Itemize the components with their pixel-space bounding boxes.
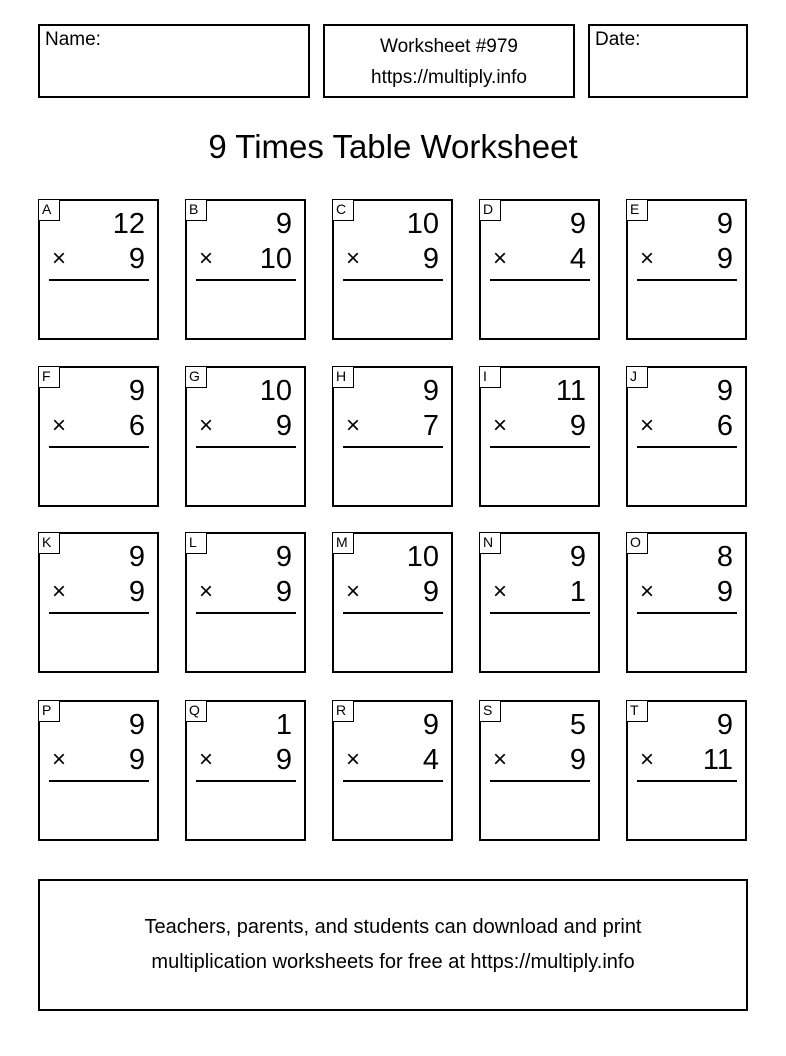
multiplicand: 10 <box>406 208 439 240</box>
problem-letter: T <box>626 700 648 722</box>
answer-line <box>490 780 590 782</box>
problem-card[interactable] <box>38 199 159 340</box>
multiplicand: 9 <box>128 541 145 573</box>
times-sign: × <box>199 746 214 773</box>
answer-line <box>637 279 737 281</box>
times-sign: × <box>640 412 655 439</box>
name-box[interactable] <box>38 24 310 98</box>
multiplier: 9 <box>128 243 145 275</box>
problem-letter: J <box>626 366 648 388</box>
times-sign: × <box>493 746 508 773</box>
problem-card[interactable] <box>185 199 306 340</box>
answer-line <box>196 279 296 281</box>
answer-line <box>490 612 590 614</box>
answer-line <box>343 780 443 782</box>
multiplicand: 10 <box>406 541 439 573</box>
worksheet-url[interactable]: https://multiply.info <box>371 67 527 88</box>
multiplicand: 11 <box>555 375 586 407</box>
problem-card[interactable] <box>38 366 159 507</box>
problem-letter: F <box>38 366 60 388</box>
multiplier: 4 <box>569 243 586 275</box>
times-sign: × <box>346 412 361 439</box>
multiplier: 9 <box>128 576 145 608</box>
multiplicand: 9 <box>275 541 292 573</box>
multiplicand: 9 <box>569 208 586 240</box>
multiplier: 6 <box>128 410 145 442</box>
answer-line <box>196 612 296 614</box>
footer-line-2: multiplication worksheets for free at https://multiply.info <box>151 951 635 973</box>
problem-card[interactable] <box>332 199 453 340</box>
problem-letter: M <box>332 532 354 554</box>
problem-letter: N <box>479 532 501 554</box>
times-sign: × <box>640 746 655 773</box>
name-label: Name: <box>45 29 101 50</box>
problem-letter: B <box>185 199 207 221</box>
times-sign: × <box>346 746 361 773</box>
times-sign: × <box>493 412 508 439</box>
multiplicand: 9 <box>422 375 439 407</box>
problem-card[interactable] <box>185 532 306 673</box>
multiplier: 9 <box>275 410 292 442</box>
times-sign: × <box>493 245 508 272</box>
problem-letter: H <box>332 366 354 388</box>
answer-line <box>49 780 149 782</box>
times-sign: × <box>640 245 655 272</box>
footer-line-1: Teachers, parents, and students can download and print <box>144 916 642 938</box>
times-sign: × <box>346 578 361 605</box>
answer-line <box>490 446 590 448</box>
answer-line <box>343 612 443 614</box>
problem-letter: L <box>185 532 207 554</box>
multiplicand: 9 <box>716 375 733 407</box>
answer-line <box>196 446 296 448</box>
date-box[interactable] <box>588 24 748 98</box>
problem-card[interactable] <box>185 700 306 841</box>
multiplier: 9 <box>275 576 292 608</box>
multiplier: 4 <box>422 744 439 776</box>
problem-card[interactable] <box>479 700 600 841</box>
multiplier: 9 <box>128 744 145 776</box>
problem-card[interactable] <box>332 700 453 841</box>
times-sign: × <box>199 412 214 439</box>
problem-card[interactable] <box>626 366 747 507</box>
multiplier: 10 <box>259 243 292 275</box>
problem-letter: D <box>479 199 501 221</box>
answer-line <box>49 279 149 281</box>
answer-line <box>196 780 296 782</box>
multiplier: 1 <box>569 576 586 608</box>
answer-line <box>343 446 443 448</box>
problem-card[interactable] <box>38 532 159 673</box>
problem-card[interactable] <box>38 700 159 841</box>
problem-letter: A <box>38 199 60 221</box>
answer-line <box>49 612 149 614</box>
problem-card[interactable] <box>479 532 600 673</box>
problem-letter: Q <box>185 700 207 722</box>
date-label: Date: <box>595 29 641 50</box>
problem-card[interactable] <box>185 366 306 507</box>
times-sign: × <box>199 245 214 272</box>
multiplier: 6 <box>716 410 733 442</box>
multiplicand: 1 <box>275 709 292 741</box>
multiplicand: 9 <box>275 208 292 240</box>
times-sign: × <box>640 578 655 605</box>
times-sign: × <box>346 245 361 272</box>
problem-letter: K <box>38 532 60 554</box>
multiplier: 9 <box>422 576 439 608</box>
worksheet-info-box <box>323 24 575 98</box>
problem-letter: G <box>185 366 207 388</box>
multiplier: 11 <box>702 744 733 776</box>
multiplicand: 12 <box>112 208 145 240</box>
multiplicand: 9 <box>128 709 145 741</box>
multiplicand: 9 <box>569 541 586 573</box>
multiplier: 9 <box>422 243 439 275</box>
problem-card[interactable] <box>626 532 747 673</box>
times-sign: × <box>493 578 508 605</box>
multiplicand: 10 <box>259 375 292 407</box>
answer-line <box>637 612 737 614</box>
answer-line <box>637 780 737 782</box>
problem-card[interactable] <box>332 366 453 507</box>
multiplier: 9 <box>716 576 733 608</box>
problem-letter: E <box>626 199 648 221</box>
problem-card[interactable] <box>332 532 453 673</box>
problem-card[interactable] <box>626 700 747 841</box>
answer-line <box>343 279 443 281</box>
problem-letter: C <box>332 199 354 221</box>
page-title: 9 Times Table Worksheet <box>208 128 578 165</box>
multiplicand: 9 <box>422 709 439 741</box>
multiplier: 9 <box>275 744 292 776</box>
problem-card[interactable] <box>479 199 600 340</box>
answer-line <box>490 279 590 281</box>
multiplier: 7 <box>422 410 439 442</box>
problem-card[interactable] <box>626 199 747 340</box>
multiplier: 9 <box>569 744 586 776</box>
problem-letter: P <box>38 700 60 722</box>
times-sign: × <box>199 578 214 605</box>
multiplicand: 9 <box>128 375 145 407</box>
multiplicand: 8 <box>716 541 733 573</box>
multiplicand: 9 <box>716 709 733 741</box>
multiplier: 9 <box>569 410 586 442</box>
multiplier: 9 <box>716 243 733 275</box>
times-sign: × <box>52 746 67 773</box>
multiplicand: 5 <box>569 709 586 741</box>
answer-line <box>49 446 149 448</box>
times-sign: × <box>52 245 67 272</box>
answer-line <box>637 446 737 448</box>
times-sign: × <box>52 578 67 605</box>
problem-letter: R <box>332 700 354 722</box>
problem-card[interactable] <box>479 366 600 507</box>
problem-letter: S <box>479 700 501 722</box>
problem-letter: I <box>479 366 501 388</box>
footer-box <box>38 879 748 1011</box>
problem-letter: O <box>626 532 648 554</box>
worksheet-number: Worksheet #979 <box>379 36 518 57</box>
times-sign: × <box>52 412 67 439</box>
multiplicand: 9 <box>716 208 733 240</box>
